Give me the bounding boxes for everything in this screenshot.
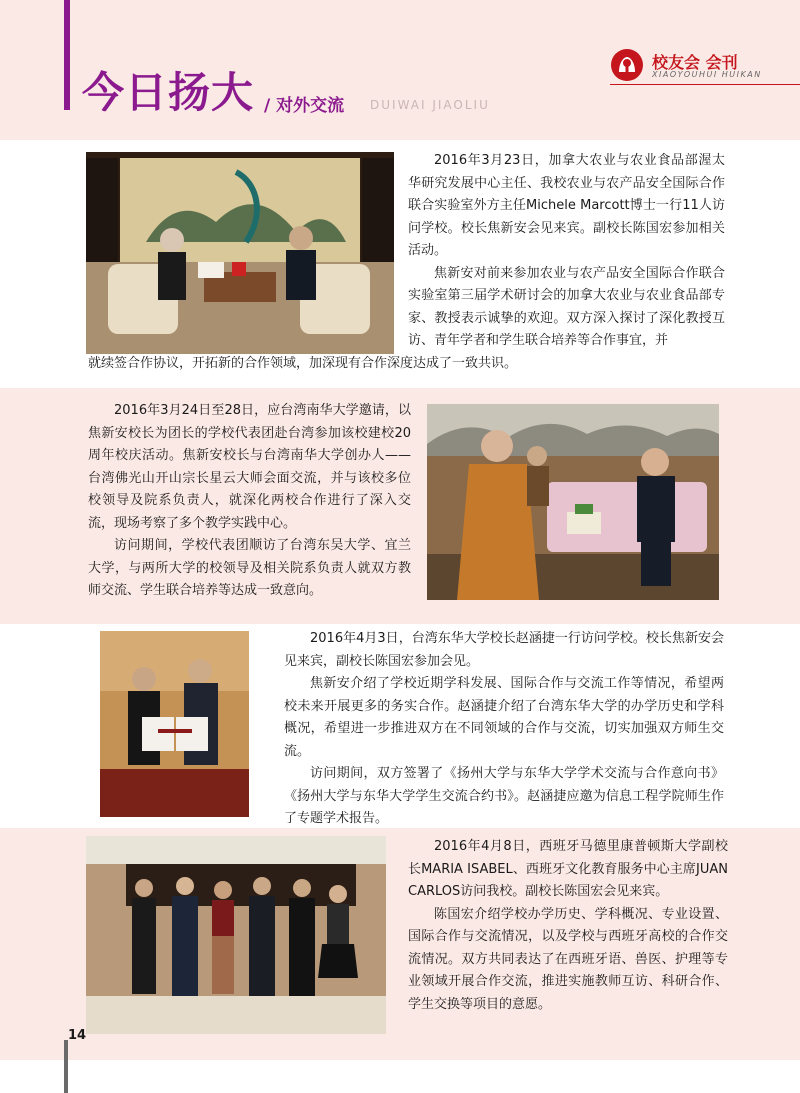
journal-pinyin: XIAOYOUHUI HUIKAN <box>652 70 762 79</box>
article-4-text <box>408 836 728 1016</box>
header-divider <box>610 84 800 85</box>
photo-signing-ceremony <box>100 631 249 817</box>
section-title: / 对外交流 <box>264 96 345 116</box>
alumni-logo-icon <box>610 48 644 82</box>
article-paragraph: 访问期间，学校代表团顺访了台湾东吴大学、宜兰大学，与两所大学的校领导及相关院系负责人就双方教师交流、学生联合培养等达成一致意向。 <box>88 538 411 598</box>
article-paragraph: 陈国宏介绍学校办学历史、学科概况、专业设置、国际合作与交流情况，以及学校与西班牙高校的合作交流情况。双方共同表达了在西班牙语、兽医、护理等专业领域开展合作交流，推进实施教师互访、科研合作、学生交换等项目的意愿。 <box>408 906 728 1012</box>
article-1-tail <box>88 353 728 376</box>
photo-taiwan-visit <box>427 404 719 600</box>
article-paragraph: 焦新安介绍了学校近期学科发展、国际合作与交流工作等情况，希望两校未来开展更多的务实合作。赵涵捷介绍了台湾东华大学的办学历史和学科概况，希望进一步推进双方在不同领域的合作与交流，切实加强双方师生交流。 <box>284 676 724 759</box>
footer-accent-bar <box>64 1040 68 1093</box>
header-accent-bar <box>64 0 70 110</box>
journal-name: 校友会 会刊 <box>652 53 738 72</box>
photo-canadian-delegation <box>86 152 394 354</box>
page-title: 今日扬大 <box>82 68 255 117</box>
article-paragraph: 2016年4月8日，西班牙马德里康普顿斯大学副校长MARIA ISABEL、西班牙文化教育服务中心主席JUAN CARLOS访问我校。副校长陈国宏会见来宾。 <box>408 839 728 899</box>
section-pinyin: DUIWAI JIAOLIU <box>370 98 490 112</box>
page-number: 14 <box>68 1028 87 1043</box>
article-1-text <box>408 150 725 353</box>
photo-spanish-delegation <box>86 836 386 1034</box>
article-paragraph-continued: 就续签合作协议，开拓新的合作领域，加深现有合作深度达成了一致共识。 <box>88 356 518 371</box>
article-paragraph: 2016年4月3日，台湾东华大学校长赵涵捷一行访问学校。校长焦新安会见来宾，副校长陈国宏参加会见。 <box>284 631 724 669</box>
article-paragraph: 2016年3月23日，加拿大农业与农业食品部渥太华研究发展中心主任、我校农业与农产品安全国际合作联合实验室外方主任Michele Marcott博士一行11人访问学校。校长焦新安会见来宾。副校长陈国宏参加相关活动。 <box>408 153 725 258</box>
article-3-text <box>284 628 724 831</box>
article-paragraph: 2016年3月24日至28日，应台湾南华大学邀请，以焦新安校长为团长的学校代表团赴台湾参加该校建校20周年校庆活动。焦新安校长与台湾南华大学创办人——台湾佛光山开山宗长星云大师会面交流，并与该校多位校领导及院系负责人，就深化两校合作进行了深入交流，现场考察了多个教学实践中心。 <box>88 403 411 531</box>
article-paragraph: 焦新安对前来参加农业与农产品安全国际合作联合实验室第三届学术研讨会的加拿大农业与农业食品部专家、教授表示诚挚的欢迎。双方深入探讨了深化教授互访、青年学者和学生联合培养等合作事宜，并 <box>408 265 725 348</box>
article-2-text <box>88 400 411 603</box>
article-paragraph: 访问期间，双方签署了《扬州大学与东华大学学术交流与合作意向书》《扬州大学与东华大学学生交流合约书》。赵涵捷应邀为信息工程学院师生作了专题学术报告。 <box>284 766 724 826</box>
